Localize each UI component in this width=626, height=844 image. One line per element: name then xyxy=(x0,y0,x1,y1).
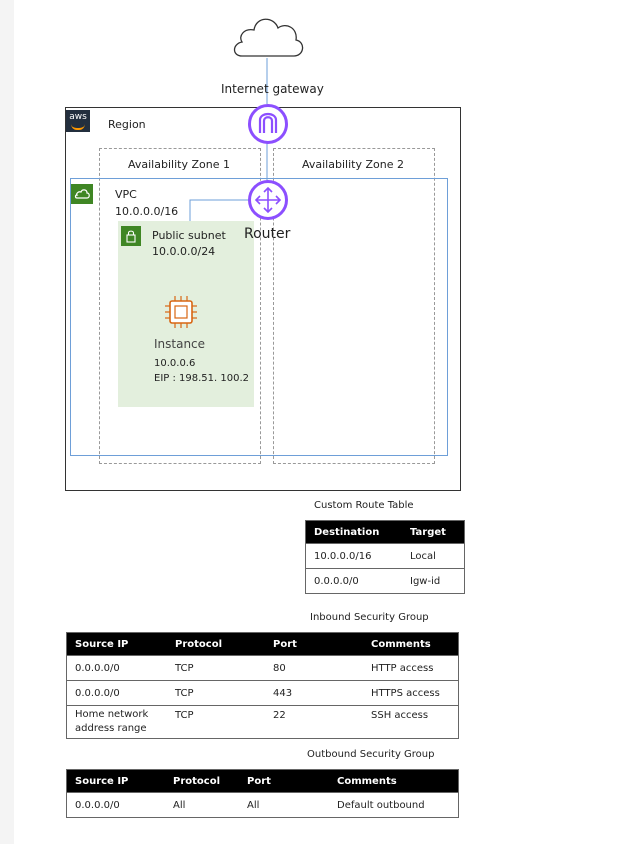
inbound-header: Protocol xyxy=(167,633,265,656)
instance-chip-icon xyxy=(164,295,198,329)
inbound-cell: TCP xyxy=(167,681,265,706)
router-label: Router xyxy=(244,226,291,242)
instance-ip: 10.0.0.6 xyxy=(154,358,196,369)
route-table-header: Target xyxy=(402,521,465,544)
inbound-cell: 22 xyxy=(265,706,363,739)
inbound-header: Port xyxy=(265,633,363,656)
diagram-canvas xyxy=(14,0,626,844)
outbound-cell: Default outbound xyxy=(329,793,459,818)
route-cell: 0.0.0.0/0 xyxy=(306,569,403,594)
vpc-label: VPC xyxy=(115,188,137,201)
inbound-security-table xyxy=(66,632,459,739)
vpc-cidr: 10.0.0.0/16 xyxy=(115,205,179,218)
route-cell: 10.0.0.0/16 xyxy=(306,544,403,569)
route-cell: Igw-id xyxy=(402,569,465,594)
inbound-cell: Home network address range xyxy=(67,706,168,739)
inbound-cell: HTTP access xyxy=(363,656,459,681)
outbound-header: Source IP xyxy=(67,770,166,793)
internet-gateway-icon xyxy=(248,104,288,144)
instance-label: Instance xyxy=(154,337,206,351)
public-subnet-label: Public subnet xyxy=(152,229,226,242)
aws-logo-icon: aws xyxy=(66,110,90,132)
inbound-cell: 0.0.0.0/0 xyxy=(67,681,168,706)
instance-eip: EIP : 198.51. 100.2 xyxy=(154,373,249,384)
inbound-header: Comments xyxy=(363,633,459,656)
outbound-cell: All xyxy=(239,793,329,818)
inbound-cell: 443 xyxy=(265,681,363,706)
region-label: Region xyxy=(108,118,146,131)
inbound-cell: TCP xyxy=(167,656,265,681)
route-table-header: Destination xyxy=(306,521,403,544)
availability-zone-2-label: Availability Zone 2 xyxy=(302,158,404,171)
internet-gateway-label: Internet gateway xyxy=(221,82,324,96)
availability-zone-1-label: Availability Zone 1 xyxy=(128,158,230,171)
outbound-header: Protocol xyxy=(165,770,239,793)
inbound-cell: HTTPS access xyxy=(363,681,459,706)
inbound-cell: 80 xyxy=(265,656,363,681)
outbound-security-table xyxy=(66,769,459,818)
inbound-table-title: Inbound Security Group xyxy=(310,612,429,623)
inbound-cell: TCP xyxy=(167,706,265,739)
table-row xyxy=(67,681,459,706)
inbound-header: Source IP xyxy=(67,633,168,656)
outbound-header: Comments xyxy=(329,770,459,793)
inbound-cell: SSH access xyxy=(363,706,459,739)
table-row xyxy=(67,656,459,681)
table-row xyxy=(67,706,459,739)
route-table xyxy=(305,520,465,594)
table-row xyxy=(306,544,465,569)
route-cell: Local xyxy=(402,544,465,569)
public-subnet-cidr: 10.0.0.0/24 xyxy=(152,245,216,258)
outbound-cell: All xyxy=(165,793,239,818)
outbound-header: Port xyxy=(239,770,329,793)
outbound-table-title: Outbound Security Group xyxy=(307,749,435,760)
table-row xyxy=(306,569,465,594)
subnet-lock-icon xyxy=(121,226,141,246)
route-table-title: Custom Route Table xyxy=(314,500,414,511)
router-icon xyxy=(248,180,288,220)
table-row xyxy=(67,793,459,818)
vpc-cloud-icon xyxy=(71,184,93,204)
outbound-cell: 0.0.0.0/0 xyxy=(67,793,166,818)
inbound-cell: 0.0.0.0/0 xyxy=(67,656,168,681)
